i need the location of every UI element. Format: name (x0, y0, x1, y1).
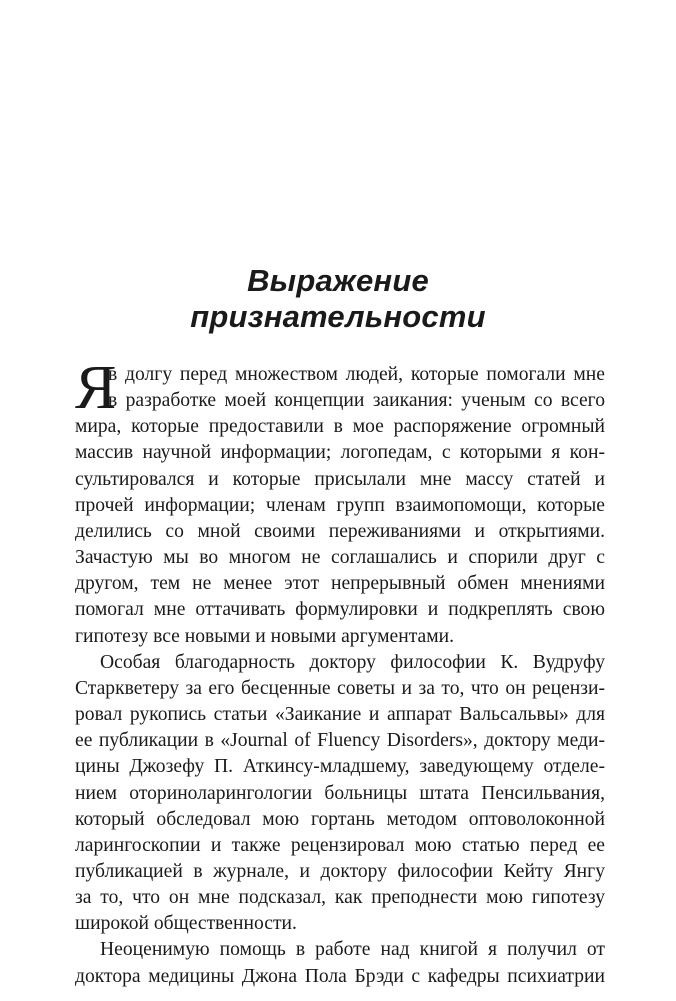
text-line: публикацией в журнале, и доктору философии Кейту Янгу (75, 860, 605, 882)
text-line: мира, которые предоставили в мое распоряжение огромный (75, 416, 605, 438)
text-line: доктора медицины Джона Пола Брэди с кафедры психиатрии (75, 965, 605, 987)
text-line: широкой общественности. (75, 913, 297, 935)
text-line: Неоценимую помощь в работе над книгой я получил от (100, 939, 605, 961)
text-line: помогал мне оттачивать формулировки и подкреплять свою (75, 599, 605, 621)
text-line: делились со мной своими переживаниями и открытиями. (75, 520, 605, 542)
text-line: ровал рукопись статьи «Заикание и аппарат Вальсальвы» для (75, 704, 605, 726)
text-line: Старкветеру за его бесценные советы и за то, что он рецензи- (75, 677, 605, 699)
text-line: прочей информации; членам групп взаимопомощи, которые (75, 494, 605, 516)
text-line: в долгу перед множеством людей, которые помогали мне (108, 364, 605, 385)
body-text (75, 362, 605, 990)
text-line: другом, тем не менее этот непрерывный обмен мнениями (75, 573, 605, 595)
text-line: нием оториноларингологии больницы штата Пенсильвания, (75, 782, 605, 804)
title-line-2: признательности (190, 298, 486, 334)
text-line: ее публикации в «Journal of Fluency Disorders», доктору меди- (75, 730, 605, 752)
text-line: Зачастую мы во многом не соглашались и спорили друг с (75, 547, 605, 569)
title-line-1: Выражение (247, 262, 429, 298)
text-line: сультировался и которые присылали мне массу статей и (75, 468, 605, 490)
text-line: ларингоскопии и также рецензировал мою статью перед ее (75, 834, 605, 856)
text-line: который обследовал мою гортань методом оптоволоконной (75, 808, 605, 830)
text-line: массив научной информации; логопедам, с которыми я кон- (75, 442, 605, 464)
text-line: за то, что он мне подсказал, как преподнести мою гипотезу (75, 887, 605, 909)
drop-cap: Я (75, 354, 117, 422)
text-line: гипотезу все новыми и новыми аргументами. (75, 625, 455, 647)
text-line: цины Джозефу П. Аткинсу-младшему, заведующему отделе- (75, 756, 605, 778)
text-line: в разработке моей концепции заикания: ученым со всего (108, 390, 605, 412)
text-line: Особая благодарность доктору философии К. Вудруфу (100, 651, 605, 673)
page-title (0, 263, 676, 335)
